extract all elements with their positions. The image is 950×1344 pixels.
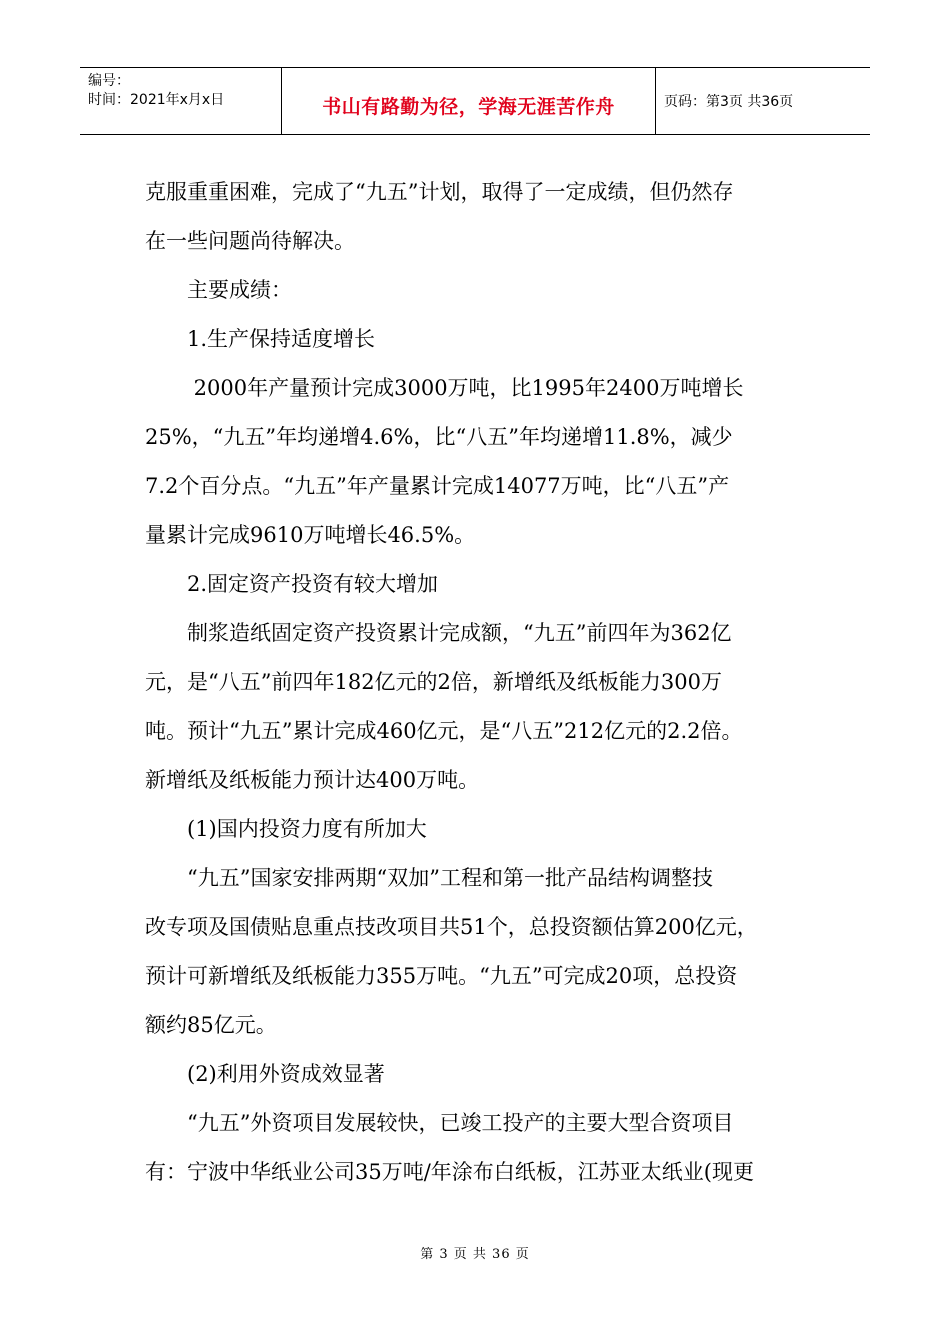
- page-footer: 第 3 页 共 36 页: [420, 1247, 530, 1262]
- body-line: 元，是“八五”前四年182亿元的2倍，新增纸及纸板能力300万: [145, 670, 722, 694]
- section-heading: (1)国内投资力度有所加大: [187, 817, 427, 841]
- page-header: [80, 67, 870, 135]
- body-line: 改专项及国债贴息重点技改项目共51个，总投资额估算200亿元，: [145, 915, 758, 939]
- section-heading: 2.固定资产投资有较大增加: [187, 572, 439, 596]
- header-motto: 书山有路勤为径，学海无涯苦作舟: [322, 96, 615, 118]
- section-heading: 1.生产保持适度增长: [187, 327, 376, 351]
- body-line: 制浆造纸固定资产投资累计完成额，“九五”前四年为362亿: [187, 621, 732, 645]
- body-line: 7.2个百分点。“九五”年产量累计完成14077万吨，比“八五”产: [145, 474, 730, 498]
- document-number-label: 编号：: [88, 73, 130, 89]
- document-date-label: 时间：2021年x月x日: [88, 92, 225, 108]
- section-heading: 主要成绩：: [187, 278, 292, 302]
- body-line: 量累计完成9610万吨增长46.5%。: [145, 523, 476, 547]
- body-line: “九五”外资项目发展较快，已竣工投产的主要大型合资项目: [187, 1111, 734, 1135]
- body-line: 有：宁波中华纸业公司35万吨/年涂布白纸板，江苏亚太纸业(现更: [145, 1160, 754, 1184]
- body-line: “九五”国家安排两期“双加”工程和第一批产品结构调整技: [187, 866, 713, 890]
- body-line: 25%，“九五”年均递增4.6%，比“八五”年均递增11.8%，减少: [145, 425, 733, 449]
- body-line: 额约85亿元。: [145, 1013, 277, 1037]
- body-line: 吨。预计“九五”累计完成460亿元，是“八五”212亿元的2.2倍。: [145, 719, 743, 743]
- header-motto-cell: [282, 68, 656, 134]
- header-page-info: 页码：第3页 共36页: [664, 94, 794, 110]
- document-body: [145, 168, 815, 1197]
- body-line: 克服重重困难，完成了“九五”计划，取得了一定成绩，但仍然存: [145, 180, 734, 204]
- body-line: 2000年产量预计完成3000万吨，比1995年2400万吨增长: [187, 376, 744, 400]
- header-meta-cell: [80, 68, 282, 134]
- body-line: 预计可新增纸及纸板能力355万吨。“九五”可完成20项，总投资: [145, 964, 738, 988]
- header-page-cell: [656, 68, 870, 134]
- body-line: 在一些问题尚待解决。: [145, 229, 355, 253]
- section-heading: (2)利用外资成效显著: [187, 1062, 385, 1086]
- body-line: 新增纸及纸板能力预计达400万吨。: [145, 768, 480, 792]
